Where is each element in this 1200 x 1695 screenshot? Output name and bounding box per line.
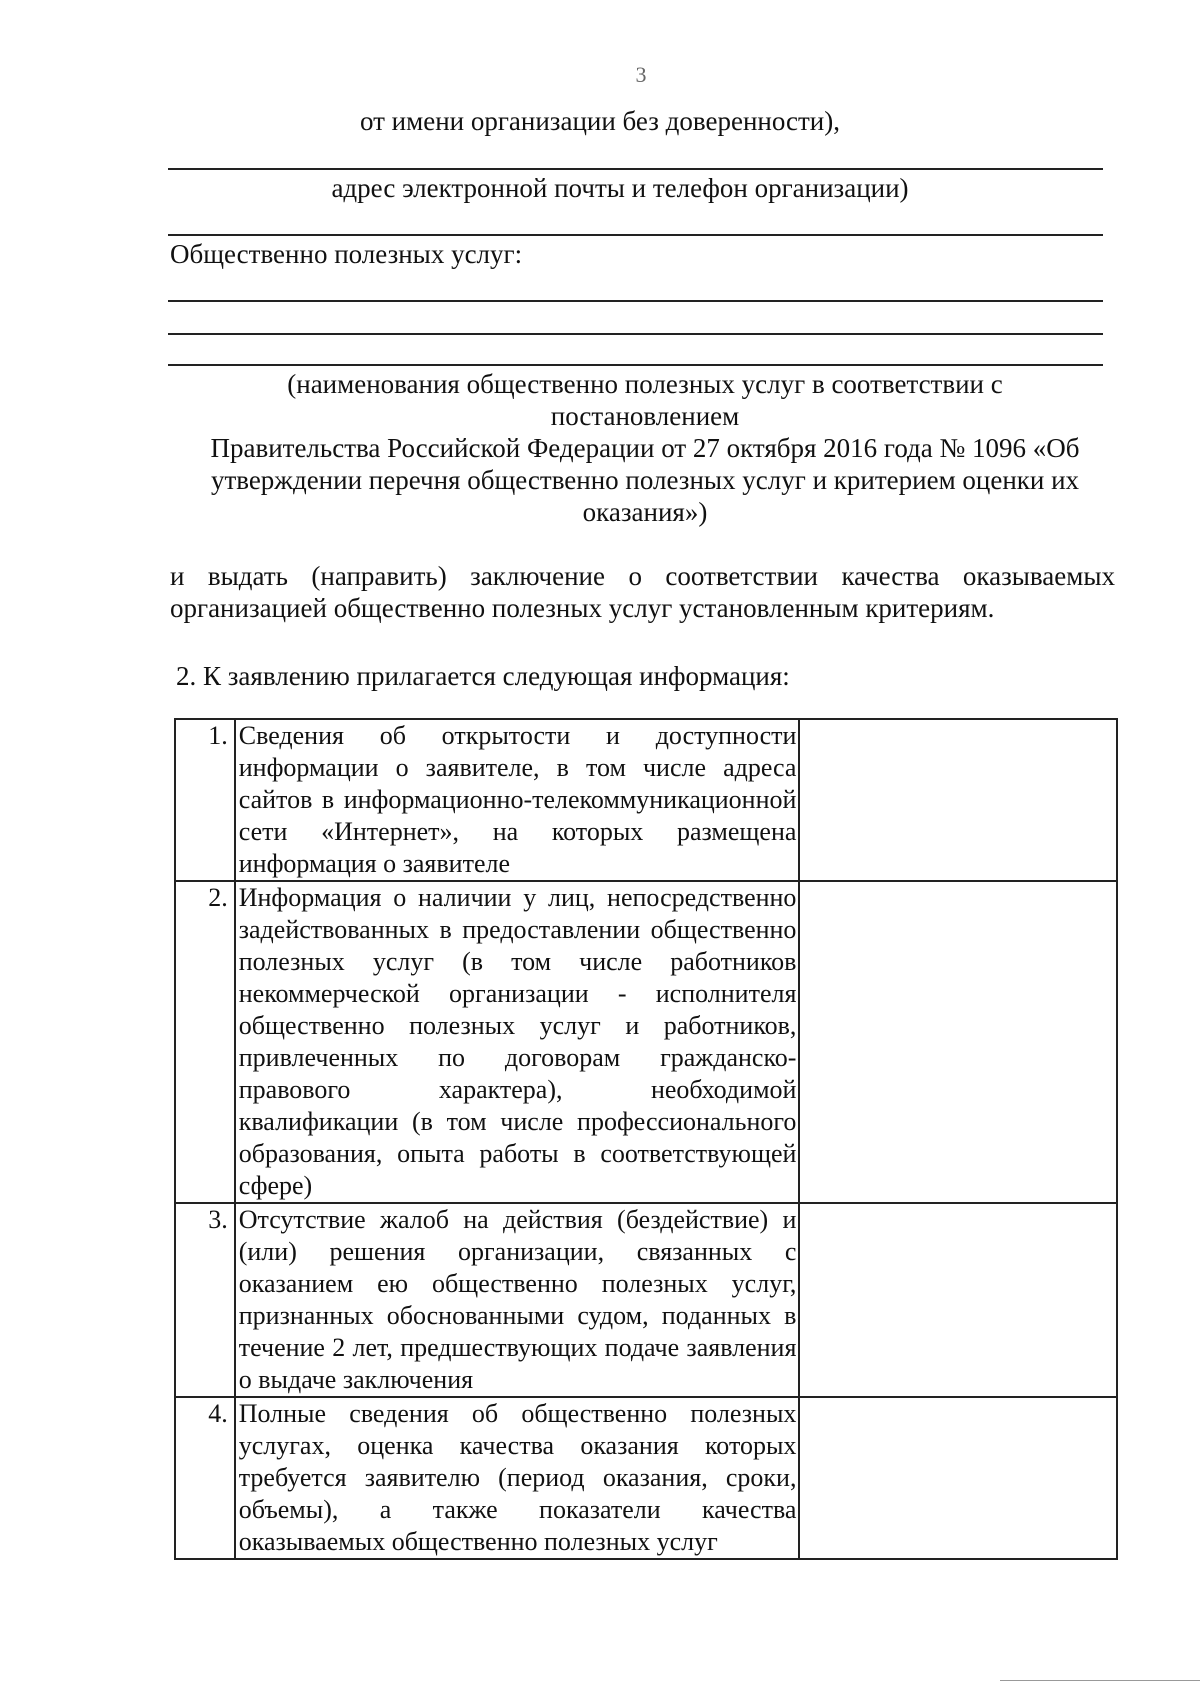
- table-row: [175, 1397, 1117, 1559]
- header-line-2: адрес электронной почты и телефон организации): [331, 173, 909, 203]
- row-value-cell[interactable]: [799, 881, 1117, 1203]
- row-number: 2.: [175, 881, 235, 1203]
- table-row: [175, 881, 1117, 1203]
- row-description: Отсутствие жалоб на действия (бездействие) и (или) решения организации, связанных с оказанием ею общественно полезных услуг, признанных обоснованными судом, поданных в течение 2 лет, предшествующих подаче заявления о выдаче заключения: [235, 1203, 800, 1397]
- row-description: Полные сведения об общественно полезных услугах, оценка качества оказания которых требуется заявителю (период оказания, сроки, объемы), а также показатели качества оказываемых общественно полезных услуг: [235, 1397, 800, 1559]
- caption-line-5: оказания»): [582, 497, 708, 527]
- caption-line-3: Правительства Российской Федерации от 27 октября 2016 года № 1096 «Об: [210, 433, 1080, 463]
- blank-rule-5: [168, 364, 1103, 366]
- services-caption: [170, 368, 1120, 528]
- blank-rule-2: [168, 234, 1103, 236]
- caption-line-4: утверждении перечня общественно полезных услуг и критерием оценки их: [210, 465, 1080, 495]
- blank-rule-3: [168, 300, 1103, 302]
- row-description: Сведения об открытости и доступности информации о заявителе, в том числе адреса сайтов в информационно-телекоммуникационной сети «Интернет», на которых размещена информация о заявителе: [235, 719, 800, 881]
- table-row: [175, 719, 1117, 881]
- header-line-1: от имени организации без доверенности),: [359, 106, 840, 136]
- blank-rule-4: [168, 333, 1103, 335]
- table-row: [175, 1203, 1117, 1397]
- request-paragraph: и выдать (направить) заключение о соответствии качества оказываемых организацией общественно полезных услуг установленным критериям.: [170, 561, 1115, 623]
- row-value-cell[interactable]: [799, 1203, 1117, 1397]
- row-number: 4.: [175, 1397, 235, 1559]
- row-value-cell[interactable]: [799, 1397, 1117, 1559]
- row-value-cell[interactable]: [799, 719, 1117, 881]
- blank-rule-1: [168, 168, 1103, 170]
- row-description: Информация о наличии у лиц, непосредственно задействованных в предоставлении общественно полезных услуг (в том числе работников некоммерческой организации - исполнителя общественно полезных услуг и работников, привлеченных по договорам гражданско-правового характера), необходимой квалификации (в том числе профессионального образования, опыта работы в соответствующей сфере): [235, 881, 800, 1203]
- attachments-intro: 2. К заявлению прилагается следующая информация:: [176, 661, 790, 691]
- caption-line-1: (наименования общественно полезных услуг в соответствии с: [287, 369, 1003, 399]
- row-number: 1.: [175, 719, 235, 881]
- caption-line-2: постановлением: [550, 401, 740, 431]
- row-number: 3.: [175, 1203, 235, 1397]
- scan-edge-line: [1000, 1680, 1200, 1681]
- services-label: Общественно полезных услуг:: [170, 239, 523, 269]
- attachments-table: [174, 718, 1118, 1560]
- page-number: 3: [635, 62, 647, 87]
